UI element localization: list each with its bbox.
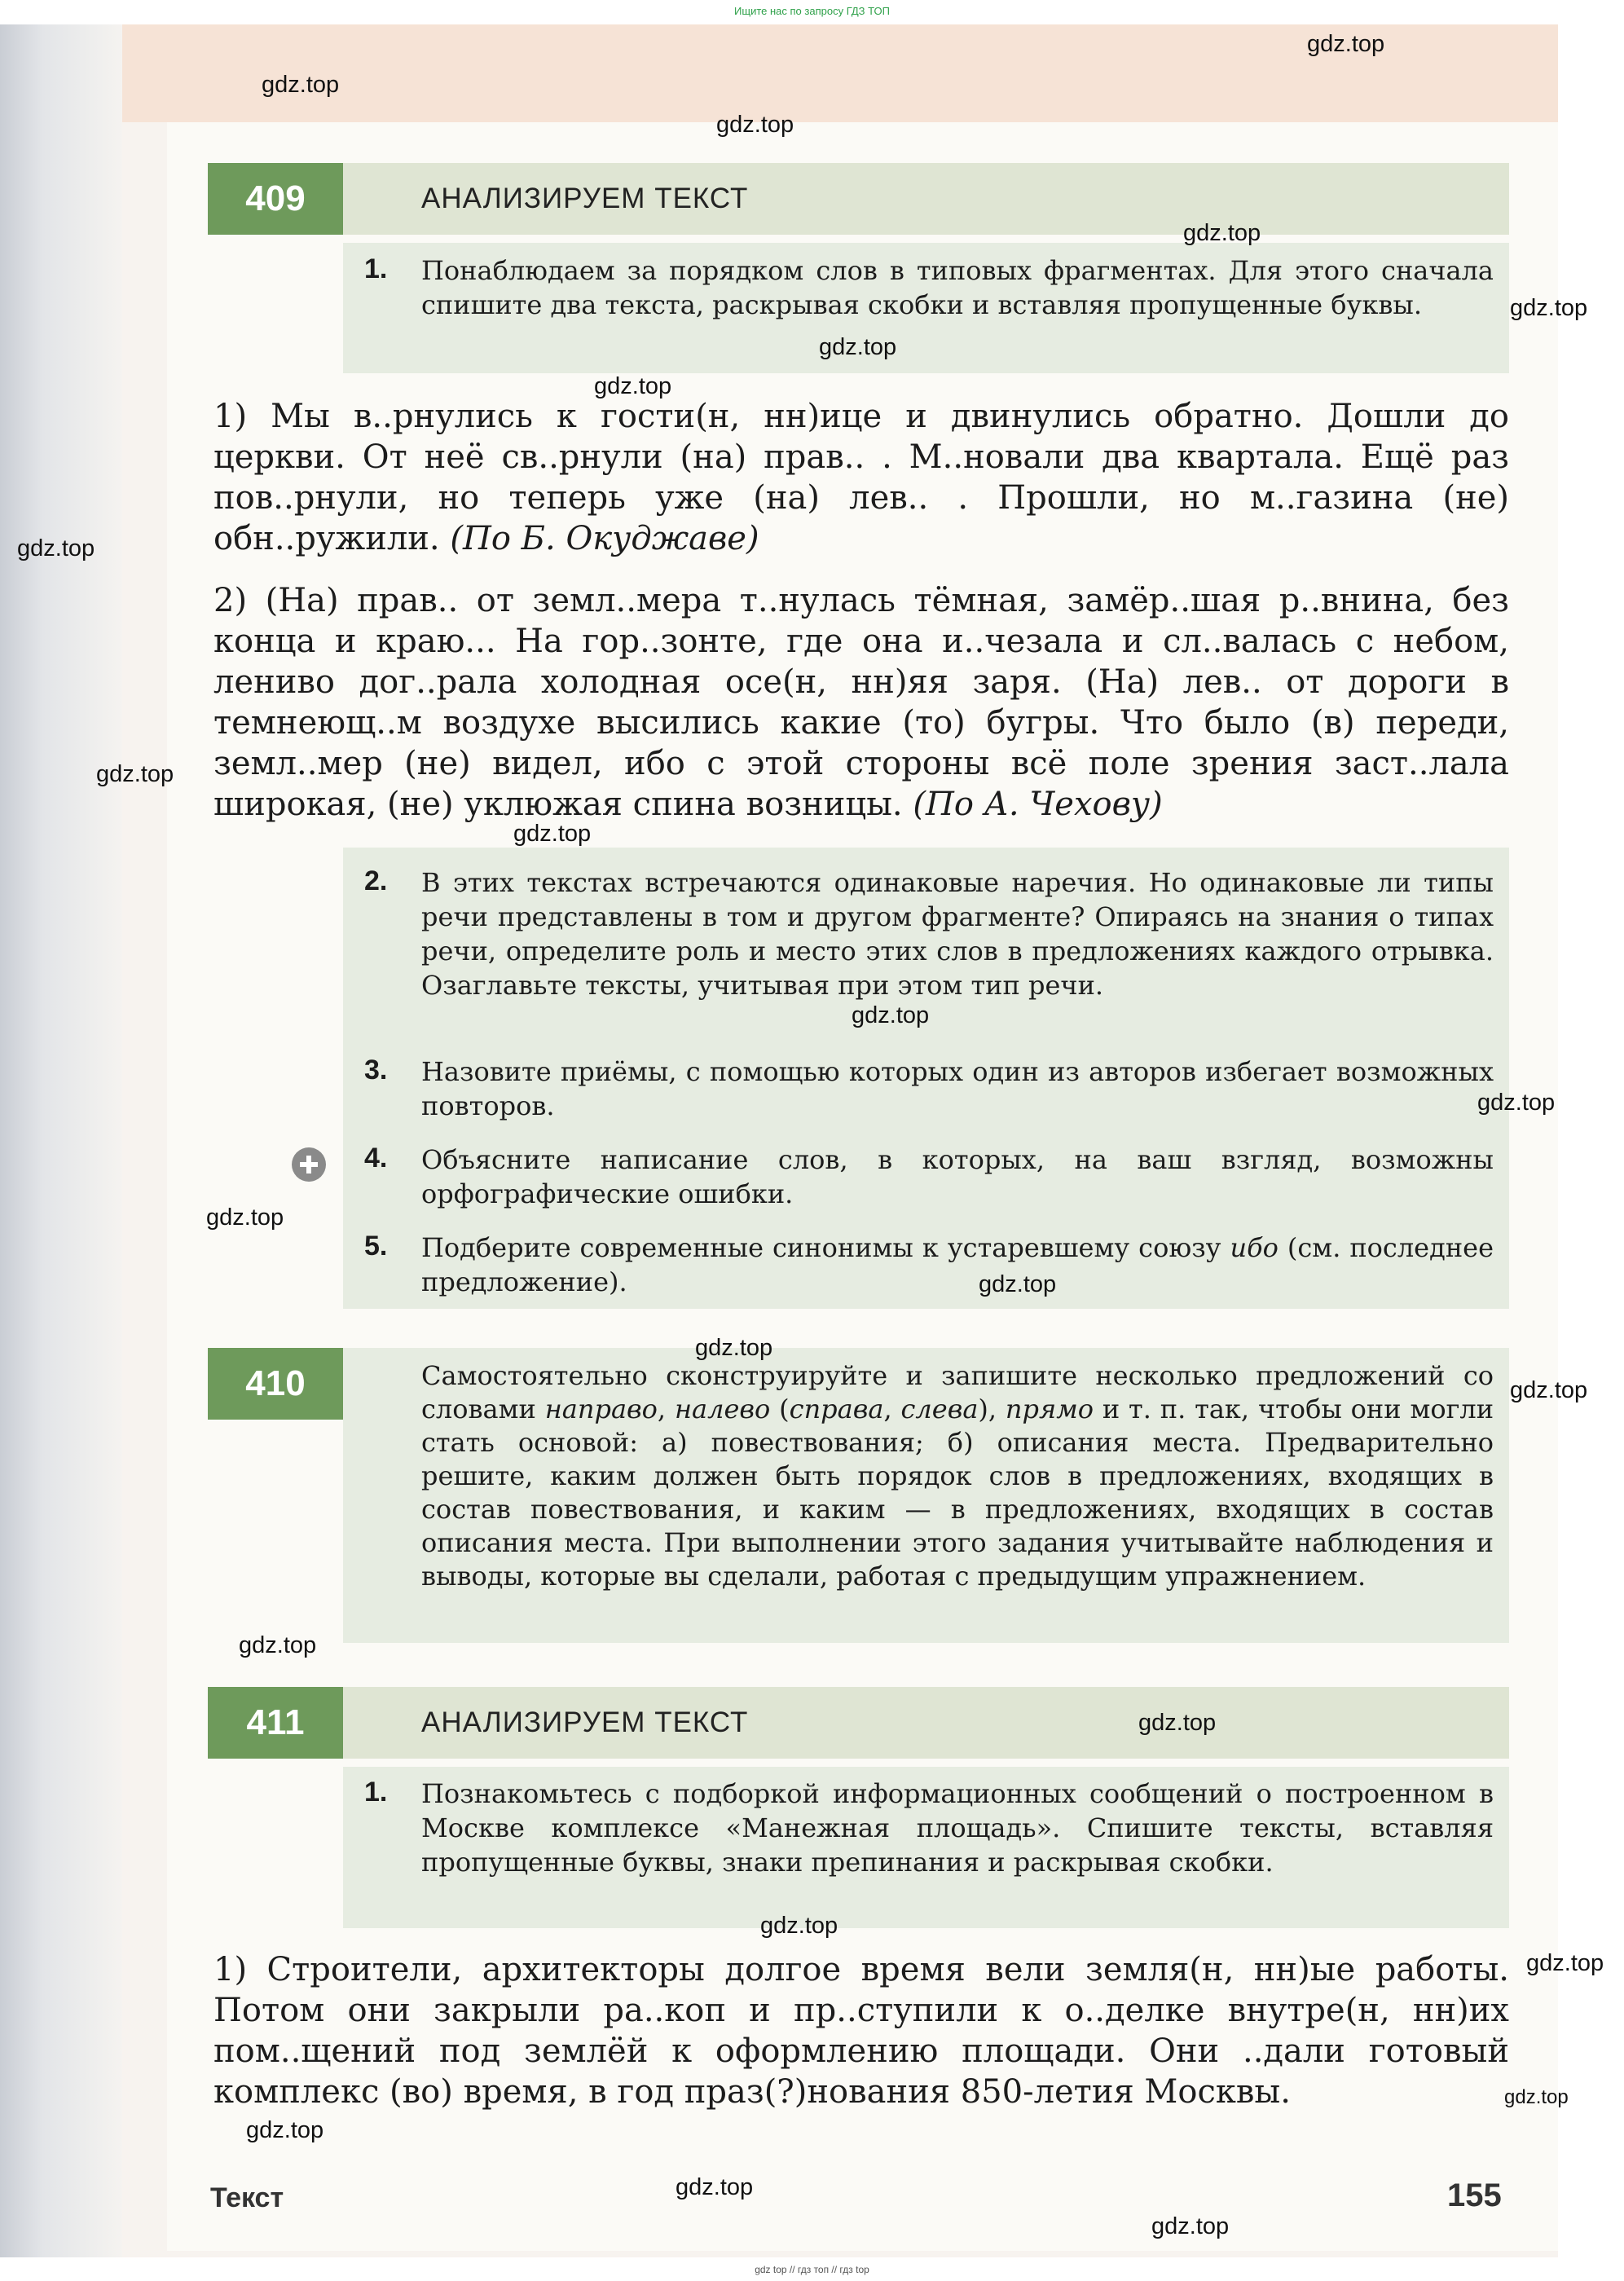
- ex409-text1: [213, 396, 1509, 559]
- ex409-text2-body: 2) (На) прав.. от земл..мера т..нулась тёмная, замёр..шая р..внина, без конца и краю... На гор..зонте, где она и..чезала и сл..валась с небом, лениво дог..рала холодная осе(н, нн)яя заря. (На) лев.. от дороги в темнеющ..м воздухе высились какие (то) бугры. Что было (в) переди, земл..мер (не) видел, ибо с этой стороны всё поле зрения заст..лала широкая, (не) уклюжая спина возницы.: [213, 582, 1509, 823]
- ex411-task1-text: Познакомьтесь с подборкой информационных сообщений о построенном в Москве комплексе «Манежная площадь». Спишите тексты, вставляя пропущенные буквы, знаки препинания и раскрывая скобки.: [421, 1778, 1494, 1878]
- ex409-task1-number: 1.: [364, 253, 388, 284]
- bottom-note: gdz top // гдз топ // гдз top: [755, 2264, 869, 2275]
- ex410-paren-close: ),: [978, 1394, 997, 1425]
- watermark: gdz.top: [760, 1913, 838, 1939]
- ex409-task1-text: Понаблюдаем за порядком слов в типовых фрагментах. Для этого сначала спишите два текста, раскрывая скобки и вставляя пропущенные буквы.: [421, 255, 1494, 320]
- watermark: gdz.top: [1504, 2086, 1569, 2108]
- watermark: gdz.top: [17, 535, 95, 561]
- ex410-part2: и т. п. так, чтобы они могли стать основой: а) повествования; б) описания места. Предварительно решите, каким должен быть порядок слов в предложениях, входящих в состав повествования, и каким — в предложениях, входящих в состав описания места. При выполнении этого задания учитывайте наблюдения и выводы, которые вы сделали, работая с предыдущим упражнением.: [421, 1394, 1494, 1592]
- ex409-header-bar: [208, 163, 1509, 235]
- ex410-word-nalevo: налево: [674, 1394, 771, 1425]
- plus-circle-icon: [292, 1147, 326, 1182]
- watermark: gdz.top: [206, 1204, 284, 1231]
- ex409-task2-text: В этих текстах встречаются одинаковые наречия. Но одинаковые ли типы речи представлены в том и другом фрагменте? Опираясь на знания о типах речи, определите роль и место этих слов в предложениях каждого отрывка. Озаглавьте тексты, учитывая при этом тип речи.: [421, 867, 1494, 1001]
- ex410-text: [421, 1359, 1494, 1593]
- watermark: gdz.top: [716, 112, 794, 138]
- watermark: gdz.top: [1138, 1710, 1217, 1736]
- watermark: gdz.top: [1510, 295, 1588, 321]
- watermark: gdz.top: [1477, 1090, 1556, 1116]
- ex410-word-pryamo: прямо: [1005, 1394, 1094, 1425]
- ex410-word-sprava: справа: [789, 1394, 884, 1425]
- ex409-number: 409: [208, 163, 343, 235]
- ex409-task2-number: 2.: [364, 865, 388, 896]
- watermark: gdz.top: [246, 2117, 324, 2143]
- watermark: gdz.top: [676, 2174, 754, 2200]
- ex411-text1: 1) Строители, архитекторы долгое время вели земля(н, нн)ые работы. Потом они закрыли ра..коп и пр..ступили к о..делке внутре(н, нн)их пом..щений под землёй к оформлению площади. Они ..дали готовый комплекс (во) время, в год праз(?)нования 850-летия Москвы.: [213, 1951, 1509, 2111]
- ex410-sep1: ,: [657, 1394, 667, 1425]
- watermark: gdz.top: [239, 1632, 317, 1658]
- watermark: gdz.top: [1183, 220, 1261, 246]
- footer-section-title: Текст: [210, 2182, 284, 2213]
- ex411-number: 411: [208, 1687, 343, 1759]
- ex409-text2-source: (По А. Чехову): [913, 786, 1163, 823]
- watermark: gdz.top: [819, 334, 897, 360]
- ex409-task3-text: Назовите приёмы, с помощью которых один из авторов избегает возможных повторов.: [421, 1056, 1494, 1121]
- watermark: gdz.top: [96, 761, 174, 787]
- ex409-task4-text: Объясните написание слов, в которых, на ваш взгляд, возможны орфографические ошибки.: [421, 1144, 1494, 1209]
- watermark: gdz.top: [695, 1335, 773, 1361]
- ex409-text1-body: 1) Мы в..рнулись к гости(н, нн)ице и двинулись обратно. Дошли до церкви. От неё св..рнули (на) прав.. . М..новали два квартала. Ещё раз пов..рнули, но теперь уже (на) лев.. . Прошли, но м..газина (не) обн..ружили.: [213, 398, 1509, 557]
- ex409-task5-word: ибо: [1230, 1232, 1279, 1263]
- ex409-text1-source: (По Б. Окуджаве): [450, 520, 759, 557]
- watermark: gdz.top: [594, 373, 672, 399]
- page-number: 155: [1447, 2178, 1502, 2213]
- ex409-text2: [213, 580, 1509, 825]
- ex411-title: АНАЛИЗИРУЕМ ТЕКСТ: [421, 1706, 749, 1738]
- watermark: gdz.top: [852, 1002, 930, 1028]
- ex409-task5-number: 5.: [364, 1231, 388, 1262]
- ex410-paren-open: (: [779, 1394, 790, 1425]
- ex409-task5-text-after: (см. последнее предложение).: [421, 1232, 1494, 1297]
- top-note: Ищите нас по запросу ГДЗ ТОП: [734, 5, 890, 17]
- ex410-number: 410: [208, 1348, 343, 1420]
- ex411-task1-number: 1.: [364, 1777, 388, 1808]
- ex411-header-bar: [208, 1687, 1509, 1759]
- watermark: gdz.top: [513, 821, 592, 847]
- ex410-part1: Самостоятельно сконструируйте и запишите несколько предложений со словами: [421, 1360, 1494, 1425]
- watermark: gdz.top: [262, 72, 340, 98]
- watermark: gdz.top: [1510, 1377, 1588, 1403]
- watermark: gdz.top: [979, 1271, 1057, 1297]
- ex409-task5-text-before: Подберите современные синонимы к устаревшему союзу: [421, 1232, 1221, 1263]
- watermark: gdz.top: [1526, 1950, 1604, 1976]
- watermark: gdz.top: [1307, 31, 1385, 57]
- ex409-task3-number: 3.: [364, 1055, 388, 1085]
- ex410-sep2: ,: [883, 1394, 892, 1425]
- book-spine: [0, 24, 122, 2257]
- ex410-word-sleva: слева: [900, 1394, 979, 1425]
- ex409-task4-number: 4.: [364, 1143, 388, 1174]
- ex409-task5-text: [421, 1231, 1494, 1299]
- ex409-title: АНАЛИЗИРУЕМ ТЕКСТ: [421, 183, 749, 214]
- watermark: gdz.top: [1151, 2213, 1230, 2239]
- ex410-word-napravo: направо: [544, 1394, 658, 1425]
